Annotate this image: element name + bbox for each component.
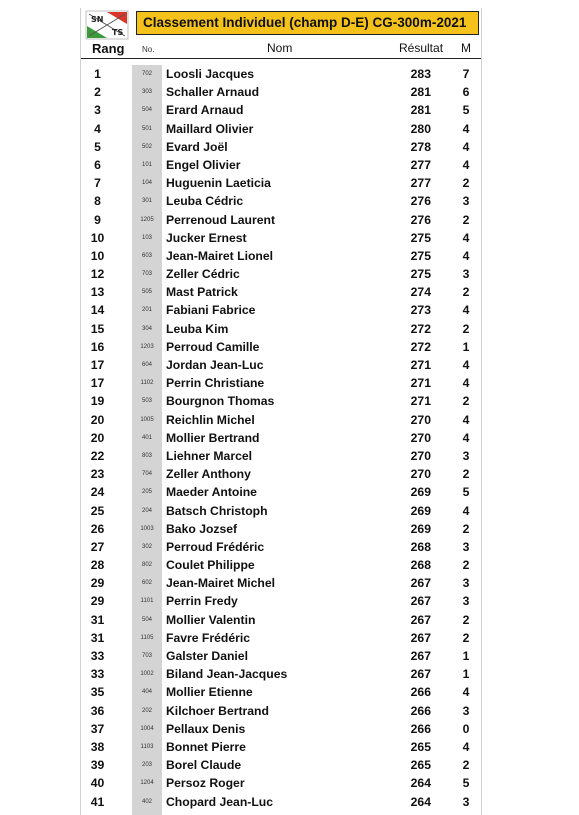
cell-resultat: 271 bbox=[410, 394, 431, 409]
cell-resultat: 281 bbox=[410, 103, 431, 118]
cell-m: 1 bbox=[462, 667, 470, 682]
cell-m: 2 bbox=[462, 758, 470, 773]
table-row bbox=[81, 411, 481, 429]
cell-no: 505 bbox=[141, 289, 152, 296]
table-row bbox=[81, 611, 481, 629]
cell-resultat: 267 bbox=[410, 649, 431, 663]
cell-rang: 33 bbox=[90, 667, 105, 682]
cell-rang: 20 bbox=[90, 430, 105, 445]
cell-rang: 25 bbox=[90, 503, 105, 518]
cell-nom: Mollier Valentin bbox=[166, 612, 256, 627]
cell-m: 2 bbox=[462, 212, 470, 227]
cell-nom: Jucker Ernest bbox=[166, 230, 247, 245]
cell-m: 3 bbox=[462, 794, 470, 809]
cell-no: 1101 bbox=[140, 598, 154, 605]
cell-no: 703 bbox=[141, 271, 152, 278]
cell-rang: 8 bbox=[94, 194, 101, 209]
cell-nom: Maillard Olivier bbox=[166, 121, 254, 136]
table-row bbox=[81, 356, 481, 374]
cell-no: 302 bbox=[141, 543, 152, 550]
cell-resultat: 276 bbox=[410, 194, 431, 209]
cell-rang: 10 bbox=[90, 230, 105, 245]
cell-resultat: 266 bbox=[410, 721, 431, 736]
cell-resultat: 268 bbox=[410, 558, 431, 573]
cell-m: 3 bbox=[462, 703, 470, 718]
cell-rang: 22 bbox=[90, 448, 105, 463]
cell-m: 4 bbox=[462, 230, 470, 245]
cell-nom: Coulet Philippe bbox=[166, 558, 255, 573]
cell-rang: 3 bbox=[94, 103, 101, 118]
cell-m: 5 bbox=[462, 485, 470, 500]
cell-rang: 41 bbox=[90, 794, 105, 809]
cell-no: 602 bbox=[141, 580, 152, 587]
cell-m: 4 bbox=[462, 121, 470, 136]
cell-rang: 29 bbox=[90, 594, 105, 609]
cell-no: 803 bbox=[141, 452, 152, 459]
club-logo-icon bbox=[85, 10, 129, 40]
cell-nom: Favre Frédéric bbox=[166, 630, 251, 645]
cell-no: 303 bbox=[141, 89, 152, 96]
cell-resultat: 265 bbox=[410, 758, 431, 773]
cell-m: 4 bbox=[462, 139, 470, 154]
cell-m: 7 bbox=[462, 67, 470, 81]
cell-resultat: 267 bbox=[410, 612, 431, 627]
cell-resultat: 269 bbox=[410, 485, 431, 500]
cell-resultat: 277 bbox=[410, 157, 431, 172]
cell-m: 3 bbox=[462, 539, 470, 554]
table-row bbox=[81, 592, 481, 610]
header-nom: Nom bbox=[267, 41, 293, 55]
document-page bbox=[80, 8, 482, 815]
cell-nom: Erard Arnaud bbox=[166, 103, 244, 118]
cell-rang: 1 bbox=[94, 67, 101, 81]
cell-resultat: 270 bbox=[410, 467, 431, 482]
cell-no: 304 bbox=[141, 325, 152, 332]
cell-nom: Schaller Arnaud bbox=[166, 85, 260, 100]
header-rang: Rang bbox=[92, 41, 125, 56]
cell-resultat: 266 bbox=[410, 703, 431, 718]
table-row bbox=[81, 83, 481, 101]
cell-rang: 12 bbox=[90, 267, 105, 282]
table-row bbox=[81, 647, 481, 665]
table-row bbox=[81, 301, 481, 319]
cell-m: 2 bbox=[462, 394, 470, 409]
table-row bbox=[81, 756, 481, 774]
cell-nom: Huguenin Laeticia bbox=[166, 176, 271, 191]
table-row bbox=[81, 156, 481, 174]
table-row bbox=[81, 774, 481, 792]
table-row bbox=[81, 192, 481, 210]
cell-resultat: 273 bbox=[410, 303, 431, 318]
table-row bbox=[81, 392, 481, 410]
cell-m: 5 bbox=[462, 776, 470, 791]
cell-resultat: 271 bbox=[410, 358, 431, 372]
cell-m: 4 bbox=[462, 376, 470, 391]
table-row bbox=[81, 683, 481, 701]
page-title: Classement Individuel (champ D-E) CG-300m-2021 bbox=[136, 11, 479, 35]
cell-nom: Mollier Etienne bbox=[166, 685, 253, 700]
cell-rang: 16 bbox=[90, 339, 105, 354]
table-row bbox=[81, 556, 481, 574]
cell-nom: Leuba Cédric bbox=[166, 194, 244, 209]
cell-nom: Evard Joël bbox=[166, 139, 228, 154]
cell-no: 103 bbox=[141, 234, 152, 241]
cell-resultat: 270 bbox=[410, 448, 431, 463]
cell-nom: Jean-Mairet Lionel bbox=[166, 248, 274, 263]
cell-m: 4 bbox=[462, 685, 470, 700]
cell-no: 1003 bbox=[140, 525, 154, 532]
cell-rang: 9 bbox=[94, 212, 101, 227]
cell-m: 2 bbox=[462, 630, 470, 645]
cell-m: 6 bbox=[462, 85, 470, 100]
cell-nom: Borel Claude bbox=[166, 758, 242, 773]
table-row bbox=[81, 702, 481, 720]
cell-resultat: 277 bbox=[410, 176, 431, 191]
cell-no: 702 bbox=[141, 71, 152, 77]
cell-nom: Perroud Frédéric bbox=[166, 539, 265, 554]
cell-rang: 39 bbox=[90, 758, 105, 773]
cell-rang: 24 bbox=[90, 485, 105, 500]
cell-no: 1105 bbox=[140, 634, 154, 641]
header-divider bbox=[81, 58, 481, 59]
cell-nom: Loosli Jacques bbox=[166, 67, 255, 81]
cell-resultat: 283 bbox=[410, 67, 431, 81]
cell-no: 204 bbox=[141, 507, 152, 514]
cell-m: 4 bbox=[462, 739, 470, 754]
cell-rang: 2 bbox=[94, 85, 101, 100]
cell-resultat: 280 bbox=[410, 121, 431, 136]
cell-m: 2 bbox=[462, 558, 470, 573]
cell-rang: 13 bbox=[90, 285, 105, 300]
cell-nom: Bonnet Pierre bbox=[166, 739, 246, 754]
cell-m: 2 bbox=[462, 321, 470, 336]
cell-resultat: 275 bbox=[410, 248, 431, 263]
cell-m: 4 bbox=[462, 503, 470, 518]
cell-m: 1 bbox=[462, 649, 470, 663]
cell-resultat: 267 bbox=[410, 667, 431, 682]
table-row bbox=[81, 720, 481, 738]
cell-resultat: 275 bbox=[410, 267, 431, 282]
cell-nom: Perroud Camille bbox=[166, 339, 260, 354]
cell-no: 201 bbox=[141, 307, 152, 314]
cell-no: 504 bbox=[141, 107, 152, 114]
cell-no: 802 bbox=[141, 562, 152, 569]
table-row bbox=[81, 447, 481, 465]
table-row bbox=[81, 65, 481, 83]
cell-nom: Perrenoud Laurent bbox=[166, 212, 276, 227]
cell-resultat: 270 bbox=[410, 412, 431, 427]
cell-m: 0 bbox=[462, 721, 470, 736]
cell-no: 301 bbox=[141, 198, 152, 205]
table-row bbox=[81, 283, 481, 301]
cell-nom: Jean-Mairet Michel bbox=[166, 576, 276, 591]
table-row bbox=[81, 120, 481, 138]
cell-resultat: 264 bbox=[410, 776, 431, 791]
svg-text:TS: TS bbox=[112, 28, 124, 37]
cell-m: 4 bbox=[462, 358, 470, 372]
cell-nom: Jordan Jean-Luc bbox=[166, 358, 264, 372]
table-row bbox=[81, 465, 481, 483]
cell-no: 1204 bbox=[140, 780, 154, 787]
cell-no: 502 bbox=[141, 143, 152, 150]
table-row bbox=[81, 629, 481, 647]
cell-no: 1004 bbox=[140, 725, 154, 732]
table-row bbox=[81, 211, 481, 229]
cell-no: 1203 bbox=[140, 343, 154, 350]
cell-rang: 17 bbox=[90, 376, 105, 391]
cell-resultat: 281 bbox=[410, 85, 431, 100]
table-row bbox=[81, 101, 481, 119]
cell-m: 2 bbox=[462, 612, 470, 627]
table-row bbox=[81, 665, 481, 683]
table-row bbox=[81, 429, 481, 447]
cell-nom: Persoz Roger bbox=[166, 776, 245, 791]
table-row bbox=[81, 320, 481, 338]
cell-nom: Engel Olivier bbox=[166, 157, 241, 172]
cell-nom: Pellaux Denis bbox=[166, 721, 246, 736]
cell-nom: Zeller Anthony bbox=[166, 467, 251, 482]
cell-no: 501 bbox=[141, 125, 152, 132]
header-no: No. bbox=[142, 45, 155, 54]
cell-no: 504 bbox=[141, 616, 152, 623]
cell-resultat: 267 bbox=[410, 630, 431, 645]
cell-rang: 4 bbox=[94, 121, 101, 136]
cell-resultat: 278 bbox=[410, 139, 431, 154]
cell-rang: 5 bbox=[94, 139, 101, 154]
cell-rang: 17 bbox=[90, 358, 105, 372]
cell-m: 4 bbox=[462, 412, 470, 427]
cell-no: 603 bbox=[141, 252, 152, 259]
table-row bbox=[81, 793, 481, 811]
svg-text:SN: SN bbox=[91, 15, 104, 24]
cell-nom: Chopard Jean-Luc bbox=[166, 794, 273, 809]
cell-no: 1102 bbox=[140, 380, 154, 387]
cell-rang: 27 bbox=[90, 539, 105, 554]
cell-nom: Fabiani Fabrice bbox=[166, 303, 256, 318]
cell-rang: 7 bbox=[94, 176, 101, 191]
table-row bbox=[81, 520, 481, 538]
column-headers bbox=[81, 41, 481, 57]
cell-no: 704 bbox=[141, 471, 152, 478]
cell-resultat: 275 bbox=[410, 230, 431, 245]
cell-m: 2 bbox=[462, 285, 470, 300]
cell-no: 202 bbox=[141, 707, 152, 714]
cell-nom: Reichlin Michel bbox=[166, 412, 255, 427]
cell-m: 3 bbox=[462, 267, 470, 282]
cell-nom: Bako Jozsef bbox=[166, 521, 238, 536]
cell-m: 4 bbox=[462, 157, 470, 172]
cell-no: 402 bbox=[141, 798, 152, 805]
cell-m: 1 bbox=[462, 339, 470, 354]
cell-no: 703 bbox=[141, 653, 152, 659]
header-resultat: Résultat bbox=[399, 41, 444, 55]
cell-no: 401 bbox=[141, 434, 152, 441]
cell-m: 4 bbox=[462, 248, 470, 263]
table-row bbox=[81, 338, 481, 356]
cell-rang: 23 bbox=[90, 467, 105, 482]
cell-no: 503 bbox=[141, 398, 152, 405]
cell-m: 2 bbox=[462, 521, 470, 536]
table-row bbox=[81, 374, 481, 392]
cell-nom: Biland Jean-Jacques bbox=[166, 667, 288, 682]
header-m: M bbox=[461, 41, 471, 55]
cell-resultat: 271 bbox=[410, 376, 431, 391]
cell-no: 104 bbox=[141, 180, 152, 187]
table-row bbox=[81, 738, 481, 756]
cell-rang: 14 bbox=[90, 303, 105, 318]
table-row bbox=[81, 265, 481, 283]
cell-resultat: 266 bbox=[410, 685, 431, 700]
cell-rang: 40 bbox=[90, 776, 105, 791]
table-row bbox=[81, 574, 481, 592]
cell-nom: Leuba Kim bbox=[166, 321, 229, 336]
cell-nom: Perrin Fredy bbox=[166, 594, 238, 609]
cell-no: 1005 bbox=[140, 416, 154, 423]
cell-m: 3 bbox=[462, 576, 470, 591]
cell-resultat: 267 bbox=[410, 594, 431, 609]
cell-nom: Bourgnon Thomas bbox=[166, 394, 275, 409]
cell-rang: 28 bbox=[90, 558, 105, 573]
cell-no: 101 bbox=[141, 161, 152, 168]
cell-m: 3 bbox=[462, 594, 470, 609]
table-row bbox=[81, 229, 481, 247]
cell-rang: 6 bbox=[94, 157, 101, 172]
cell-resultat: 269 bbox=[410, 521, 431, 536]
cell-rang: 38 bbox=[90, 739, 105, 754]
cell-no: 604 bbox=[141, 362, 152, 368]
cell-rang: 20 bbox=[90, 412, 105, 427]
cell-m: 3 bbox=[462, 194, 470, 209]
cell-rang: 19 bbox=[90, 394, 105, 409]
cell-no: 1205 bbox=[140, 216, 154, 223]
cell-no: 205 bbox=[141, 489, 152, 496]
cell-resultat: 267 bbox=[410, 576, 431, 591]
table-row bbox=[81, 138, 481, 156]
table-row bbox=[81, 483, 481, 501]
cell-m: 5 bbox=[462, 103, 470, 118]
cell-rang: 36 bbox=[90, 703, 105, 718]
document-header bbox=[81, 8, 481, 58]
cell-nom: Mollier Bertrand bbox=[166, 430, 260, 445]
table-row bbox=[81, 174, 481, 192]
table-row bbox=[81, 538, 481, 556]
cell-no: 1103 bbox=[140, 743, 154, 750]
cell-rang: 29 bbox=[90, 576, 105, 591]
cell-resultat: 264 bbox=[410, 794, 431, 809]
table-row bbox=[81, 247, 481, 265]
cell-resultat: 269 bbox=[410, 503, 431, 518]
cell-rang: 35 bbox=[90, 685, 105, 700]
cell-rang: 26 bbox=[90, 521, 105, 536]
cell-no: 404 bbox=[141, 689, 152, 696]
cell-rang: 31 bbox=[90, 630, 105, 645]
cell-no: 1002 bbox=[140, 671, 154, 678]
cell-rang: 31 bbox=[90, 612, 105, 627]
cell-nom: Batsch Christoph bbox=[166, 503, 268, 518]
ranking-table bbox=[81, 65, 481, 811]
cell-m: 2 bbox=[462, 467, 470, 482]
cell-nom: Mast Patrick bbox=[166, 285, 238, 300]
cell-rang: 10 bbox=[90, 248, 105, 263]
cell-nom: Perrin Christiane bbox=[166, 376, 265, 391]
cell-nom: Galster Daniel bbox=[166, 649, 248, 663]
cell-resultat: 270 bbox=[410, 430, 431, 445]
cell-resultat: 276 bbox=[410, 212, 431, 227]
cell-no: 203 bbox=[141, 762, 152, 769]
cell-m: 3 bbox=[462, 448, 470, 463]
cell-m: 4 bbox=[462, 303, 470, 318]
cell-nom: Zeller Cédric bbox=[166, 267, 240, 282]
cell-rang: 33 bbox=[90, 649, 105, 663]
cell-resultat: 272 bbox=[410, 339, 431, 354]
table-row bbox=[81, 502, 481, 520]
cell-resultat: 268 bbox=[410, 539, 431, 554]
cell-resultat: 274 bbox=[410, 285, 431, 300]
cell-m: 4 bbox=[462, 430, 470, 445]
cell-nom: Liehner Marcel bbox=[166, 448, 253, 463]
cell-m: 2 bbox=[462, 176, 470, 191]
cell-nom: Maeder Antoine bbox=[166, 485, 257, 500]
cell-resultat: 265 bbox=[410, 739, 431, 754]
cell-nom: Kilchoer Bertrand bbox=[166, 703, 269, 718]
cell-resultat: 272 bbox=[410, 321, 431, 336]
cell-rang: 37 bbox=[90, 721, 105, 736]
cell-rang: 15 bbox=[90, 321, 105, 336]
